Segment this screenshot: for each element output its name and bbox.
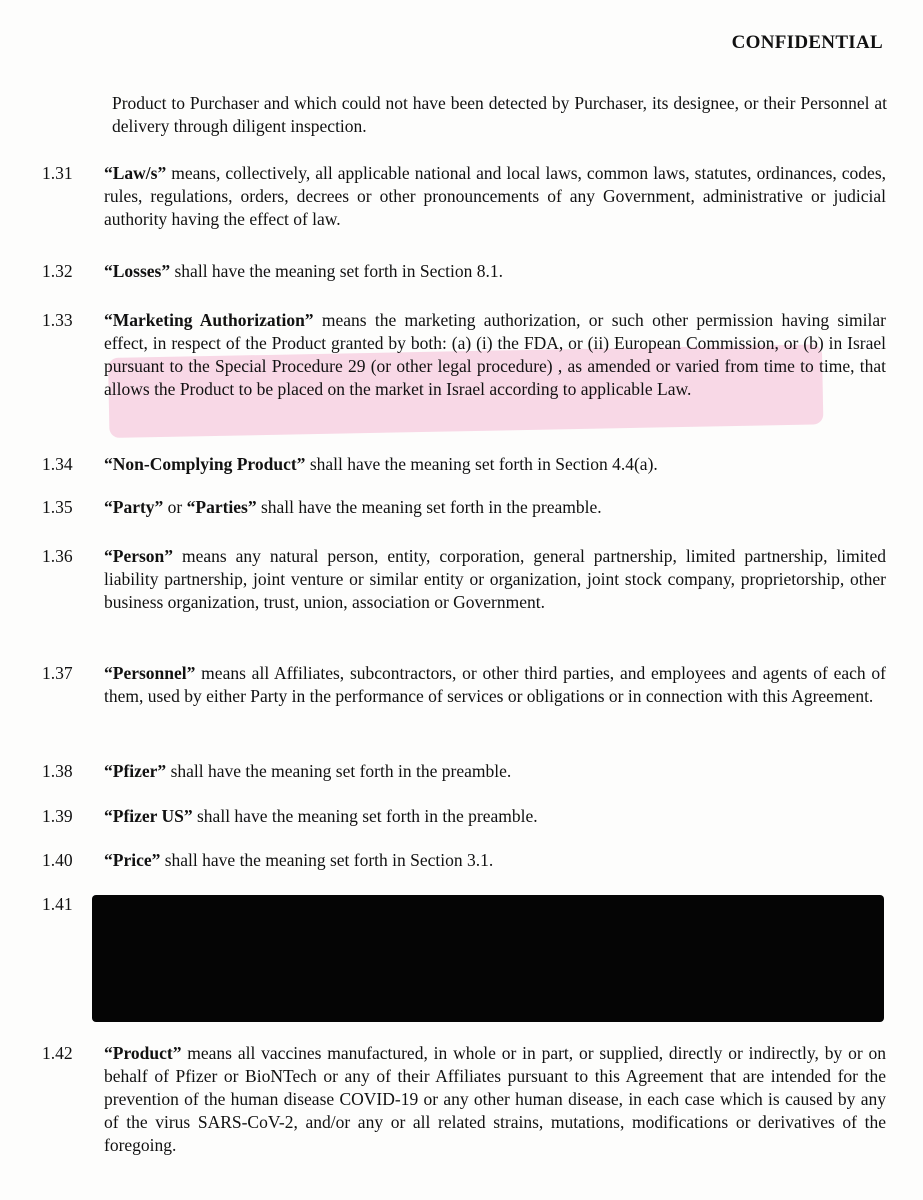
clause-number: 1.40 xyxy=(42,850,73,870)
defined-term: “Law/s” xyxy=(104,163,167,183)
clause-text: shall have the meaning set forth in the preamble. xyxy=(192,806,538,826)
clause-text: shall have the meaning set forth in the preamble. xyxy=(256,497,602,517)
defined-term: “Person” xyxy=(104,546,174,566)
clause-number: 1.36 xyxy=(42,546,73,566)
clause-body xyxy=(104,760,886,783)
clause-text: shall have the meaning set forth in Section 3.1. xyxy=(160,850,494,870)
clause-body xyxy=(104,805,886,828)
defined-term: “Losses” xyxy=(104,261,171,281)
defined-term: “Personnel” xyxy=(104,663,196,683)
clause-number: 1.41 xyxy=(42,894,73,914)
clause-body xyxy=(104,309,886,401)
clause-text: means, collectively, all applicable national and local laws, common laws, statutes, ordinances, codes, rules, regulations, orders, decrees or other pronouncements of any Government, administrative or judicial authority having the effect of law. xyxy=(104,163,886,229)
clause-body xyxy=(104,1042,886,1157)
clause-number: 1.39 xyxy=(42,806,73,826)
clause-text: shall have the meaning set forth in Section 8.1. xyxy=(170,261,504,281)
intro-paragraph: Product to Purchaser and which could not have been detected by Purchaser, its designee, or their Personnel at delivery through diligent inspection. xyxy=(112,93,887,136)
clause-number: 1.37 xyxy=(42,663,73,683)
defined-term: “Price” xyxy=(104,850,161,870)
clause-number: 1.33 xyxy=(42,310,73,330)
clause-number: 1.31 xyxy=(42,163,73,183)
clause-body xyxy=(104,545,886,614)
defined-term: “Parties” xyxy=(186,497,257,517)
clause-body xyxy=(104,260,886,283)
clause-body xyxy=(104,162,886,231)
defined-term: “Non-Complying Product” xyxy=(104,454,306,474)
defined-term: “Party” xyxy=(104,497,164,517)
clause-text: shall have the meaning set forth in Section 4.4(a). xyxy=(305,454,658,474)
clause-body xyxy=(104,453,886,476)
confidential-header: CONFIDENTIAL xyxy=(731,32,883,53)
defined-term: “Product” xyxy=(104,1043,182,1063)
defined-term: “Pfizer” xyxy=(104,761,167,781)
clause-text: or xyxy=(163,497,187,517)
clause-text: means all vaccines manufactured, in whole or in part, or supplied, directly or indirectly, by or on behalf of Pfizer or BioNTech or any of their Affiliates pursuant to this Agreement that are intended for the prevention of the human disease COVID-19 or any other human disease, in each case which is caused by any of the virus SARS-CoV-2, and/or any or all related strains, mutations, modifications or derivatives of the foregoing. xyxy=(104,1043,886,1155)
clause-text: shall have the meaning set forth in the preamble. xyxy=(166,761,512,781)
clause-number: 1.35 xyxy=(42,497,73,517)
clause-text: means any natural person, entity, corporation, general partnership, limited partnership, limited liability partnership, joint venture or similar entity or organization, joint stock company, proprietorship, other business organization, trust, union, association or Government. xyxy=(104,546,886,612)
clause-text: means all Affiliates, subcontractors, or other third parties, and employees and agents of each of them, used by either Party in the performance of services or obligations or in connection with this Agreement. xyxy=(104,663,886,706)
clause-text: means the marketing authorization, or such other permission having similar effect, in respect of the Product granted by both: (a) (i) the FDA, or (ii) European Commission, or (b) in Israel pursuant to the Special Procedure 29 (or other legal procedure) , as amended or varied from time to time, that allows the Product to be placed on the market in Israel according to applicable Law. xyxy=(104,310,886,399)
clause-body xyxy=(104,496,886,519)
defined-term: “Pfizer US” xyxy=(104,806,193,826)
defined-term: “Marketing Authorization” xyxy=(104,310,314,330)
clause-number: 1.34 xyxy=(42,454,73,474)
redaction-block xyxy=(92,895,884,1022)
clause-body xyxy=(104,849,886,872)
clause-number: 1.42 xyxy=(42,1043,73,1063)
clause-number: 1.38 xyxy=(42,761,73,781)
clause-number: 1.32 xyxy=(42,261,73,281)
clause-body xyxy=(104,662,886,708)
